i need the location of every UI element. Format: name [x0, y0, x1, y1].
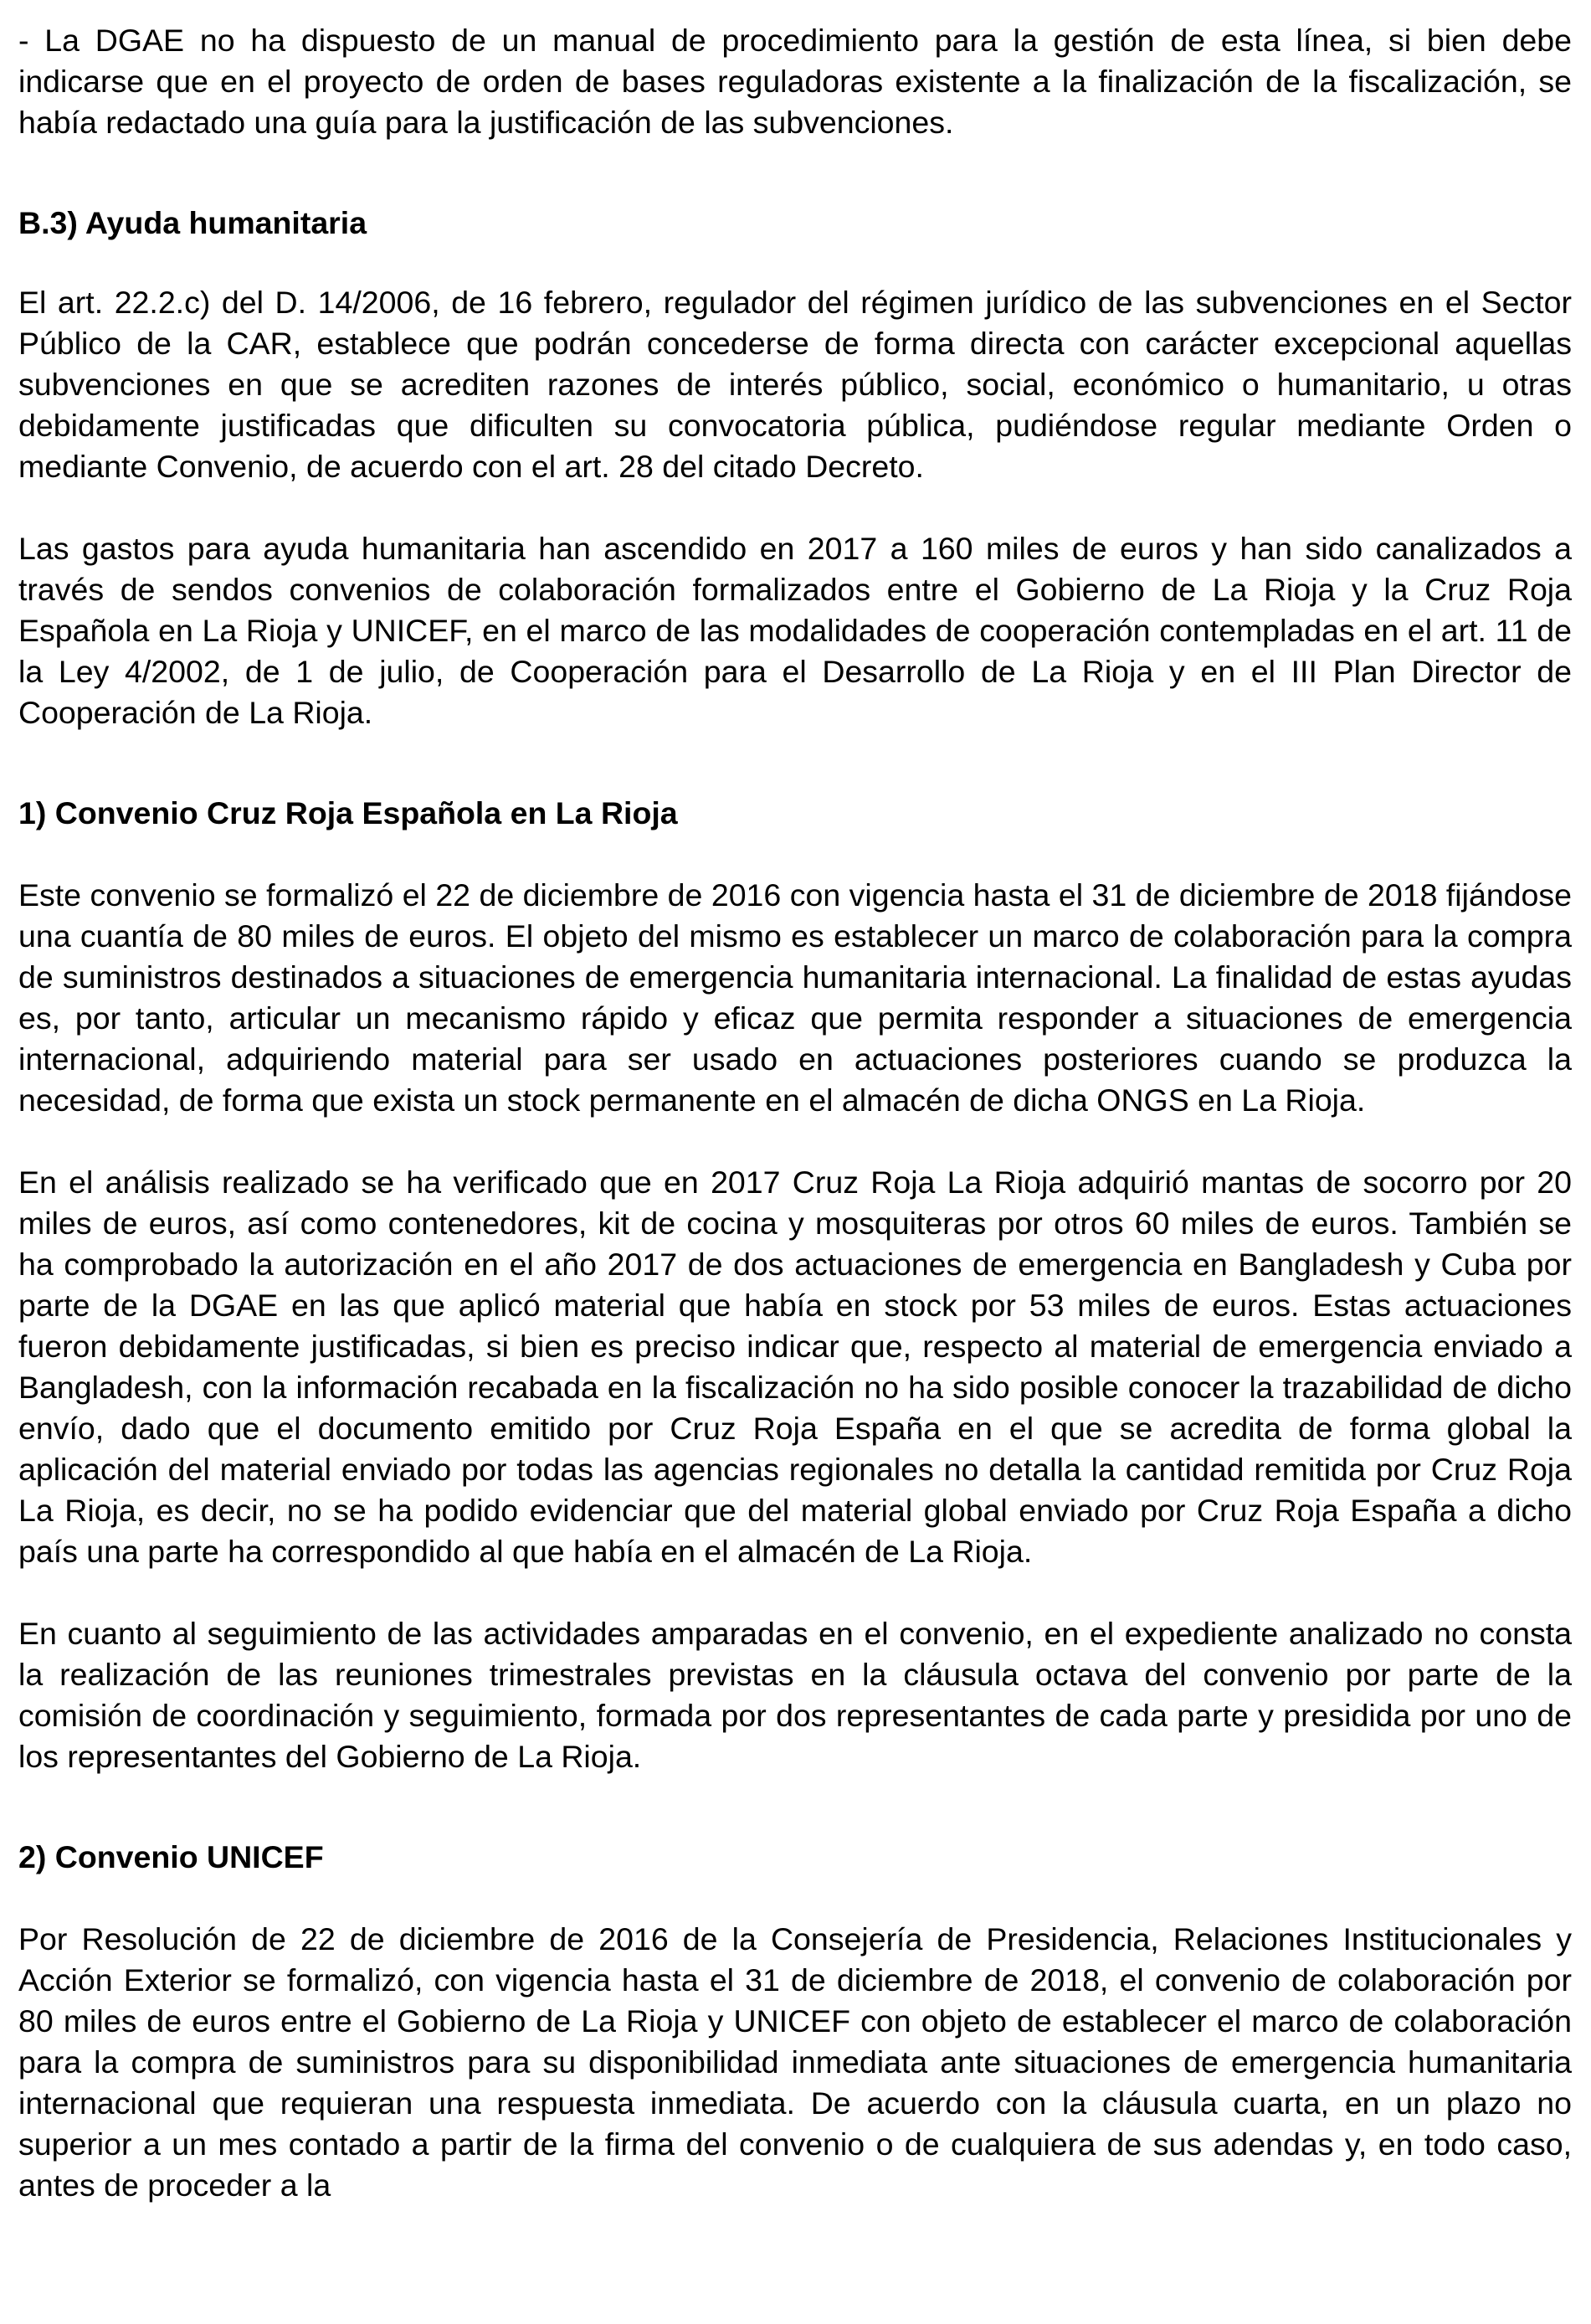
- section-heading-convenio-unicef: 2) Convenio UNICEF: [18, 1839, 324, 1874]
- paragraph-gastos: Las gastos para ayuda humanitaria han ascendido en 2017 a 160 miles de euros y han sido canalizados a través de sendos convenios de colaboración formalizados entre el Gobierno de La Rioja y la Cruz Roja Española en La Rioja y UNICEF, en el marco de las modalidades de cooperación contempladas en el art. 11 de la Ley 4/2002, de 1 de julio, de Cooperación para el Desarrollo de La Rioja y en el III Plan Director de Cooperación de La Rioja.: [18, 531, 1572, 730]
- paragraph-intro: - La DGAE no ha dispuesto de un manual de procedimiento para la gestión de esta línea, si bien debe indicarse que en el proyecto de orden de bases reguladoras existente a la finalización de la fiscalización, se había redactado una guía para la justificación de las subvenciones.: [18, 23, 1572, 140]
- section-heading-convenio-cruz-roja: 1) Convenio Cruz Roja Española en La Rioja: [18, 795, 678, 830]
- paragraph-analisis: En el análisis realizado se ha verificado que en 2017 Cruz Roja La Rioja adquirió mantas de socorro por 20 miles de euros, así como contenedores, kit de cocina y mosquiteras por otros 60 miles de euros. También se ha comprobado la autorización en el año 2017 de dos actuaciones de emergencia en Bangladesh y Cuba por parte de la DGAE en las que aplicó material que había en stock por 53 miles de euros. Estas actuaciones fueron debidamente justificadas, si bien es preciso indicar que, respecto al material de emergencia enviado a Bangladesh, con la información recabada en la fiscalización no ha sido posible conocer la trazabilidad de dicho envío, dado que el documento emitido por Cruz Roja España en el que se acredita de forma global la aplicación del material enviado por todas las agencias regionales no detalla la cantidad remitida por Cruz Roja La Rioja, es decir, no se ha podido evidenciar que del material global enviado por Cruz Roja España a dicho país una parte ha correspondido al que había en el almacén de La Rioja.: [18, 1165, 1572, 1569]
- paragraph-convenio-cruz-roja: Este convenio se formalizó el 22 de diciembre de 2016 con vigencia hasta el 31 de diciembre de 2018 fijándose una cuantía de 80 miles de euros. El objeto del mismo es establecer un marco de colaboración para la compra de suministros destinados a situaciones de emergencia humanitaria internacional. La finalidad de estas ayudas es, por tanto, articular un mecanismo rápido y eficaz que permita responder a situaciones de emergencia internacional, adquiriendo material para ser usado en actuaciones posteriores cuando se produzca la necesidad, de forma que exista un stock permanente en el almacén de dicha ONGS en La Rioja.: [18, 877, 1572, 1118]
- paragraph-unicef: Por Resolución de 22 de diciembre de 2016 de la Consejería de Presidencia, Relaciones Institucionales y Acción Exterior se formalizó, con vigencia hasta el 31 de diciembre de 2018, el convenio de colaboración por 80 miles de euros entre el Gobierno de La Rioja y UNICEF con objeto de establecer el marco de colaboración para la compra de suministros para su disponibilidad inmediata ante situaciones de emergencia humanitaria internacional que requieran una respuesta inmediata. De acuerdo con la cláusula cuarta, en un plazo no superior a un mes contado a partir de la firma del convenio o de cualquiera de sus adendas y, en todo caso, antes de proceder a la: [18, 1921, 1572, 2203]
- document-page: [18, 20, 1572, 2206]
- paragraph-seguimiento: En cuanto al seguimiento de las actividades amparadas en el convenio, en el expediente analizado no consta la realización de las reuniones trimestrales previstas en la cláusula octava del convenio por parte de la comisión de coordinación y seguimiento, formada por dos representantes de cada parte y presidida por uno de los representantes del Gobierno de La Rioja.: [18, 1616, 1572, 1774]
- paragraph-art22: El art. 22.2.c) del D. 14/2006, de 16 febrero, regulador del régimen jurídico de las subvenciones en el Sector Público de la CAR, establece que podrán concederse de forma directa con carácter excepcional aquellas subvenciones en que se acrediten razones de interés público, social, económico o humanitario, u otras debidamente justificadas que dificulten su convocatoria pública, pudiéndose regular mediante Orden o mediante Convenio, de acuerdo con el art. 28 del citado Decreto.: [18, 285, 1572, 484]
- section-heading-b3: B.3) Ayuda humanitaria: [18, 205, 367, 240]
